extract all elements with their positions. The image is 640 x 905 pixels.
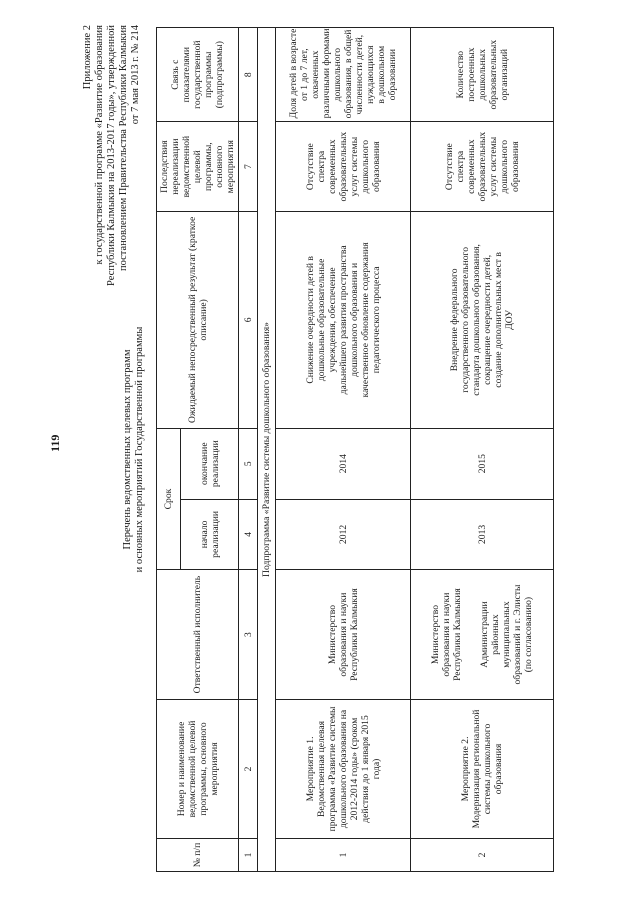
text-line: численности детей, — [354, 34, 365, 115]
column-numbers-row — [239, 28, 258, 872]
text-line: муниципальных — [501, 601, 512, 668]
text-line: дошкольные образовательные — [315, 258, 327, 382]
row-end: 2015 — [411, 428, 554, 499]
text-line: создание дополнительных мест в — [493, 252, 504, 388]
column-number: 7 — [239, 122, 258, 212]
appendix-line: Республики Калмыкия на 2013-2017 годы», утвержденной — [106, 25, 117, 286]
text-line: Администрации — [479, 601, 490, 668]
text-line: качественное обновление содержания — [359, 242, 371, 398]
row-executor — [411, 570, 554, 700]
appendix-line: от 7 мая 2013 г. № 214 — [130, 25, 141, 125]
text-line: дошкольного образования и — [348, 262, 360, 377]
text-line: дошкольного — [332, 47, 343, 102]
title-line: и основных мероприятий Государственной программы — [134, 326, 145, 573]
text-line: современных — [326, 139, 338, 194]
text-line: спектра — [454, 150, 466, 183]
text-line: образования — [509, 141, 521, 192]
text-line: образовательных — [337, 131, 349, 202]
text-line: стандарта дошкольного образования, — [471, 244, 482, 396]
text-line: Министерство — [430, 605, 441, 665]
text-line: образования и науки — [441, 592, 452, 677]
text-line: образований и г. Элисты — [512, 584, 523, 685]
text-line: Внедрение федерального — [449, 268, 460, 372]
header-start: начало реализации — [181, 499, 239, 570]
table-title — [122, 19, 146, 880]
row-link — [411, 28, 554, 122]
text-line: ДОУ — [504, 310, 515, 330]
column-number: 8 — [239, 28, 258, 122]
text-line: нуждающихся — [365, 45, 376, 104]
text-line: Республики Калмыкия — [348, 588, 360, 681]
row-consequences — [276, 122, 411, 212]
header-end: окончание реализации — [181, 428, 239, 499]
row-start: 2012 — [276, 499, 411, 570]
header-row — [157, 28, 181, 872]
header-executor: Ответственный исполнитель — [157, 570, 239, 700]
table-row — [411, 28, 554, 872]
text-line: различными формами — [321, 28, 332, 119]
text-line: дальнейшего развития пространства — [337, 245, 349, 395]
row-num: 2 — [411, 839, 554, 872]
text-line: в дошкольном — [376, 45, 387, 104]
text-line: образовании — [387, 49, 398, 101]
row-executor — [276, 570, 411, 700]
text-line: современных — [465, 139, 477, 194]
text-line: Снижение очередности детей в — [304, 256, 316, 384]
text-line: образования, в общей — [343, 29, 354, 119]
text-line: Количество — [454, 50, 466, 99]
row-start: 2013 — [411, 499, 554, 570]
text-line: действия до 1 января 2015 — [359, 715, 371, 823]
row-name — [276, 699, 411, 838]
column-number: 2 — [239, 699, 258, 838]
column-number: 1 — [239, 839, 258, 872]
text-line: образовательных — [476, 131, 488, 202]
text-line: от 1 до 7 лет, — [299, 48, 310, 101]
text-line: организаций — [498, 48, 510, 101]
header-result: Ожидаемый непосредственный результат (краткое описание) — [157, 211, 239, 428]
text-line: дошкольного образования на — [337, 709, 349, 829]
row-consequences — [411, 122, 554, 212]
text-line: государственного образовательного — [460, 246, 471, 393]
appendix-line: постановлением Правительства Республики Калмыкия — [118, 25, 129, 272]
text-line: образования и науки — [337, 592, 349, 677]
text-line: сокращение очередности детей, — [482, 254, 493, 385]
table-row — [276, 28, 411, 872]
text-line: программа «Развитие системы — [326, 706, 338, 832]
executor-spacer — [463, 573, 479, 696]
header-name: Номер и наименование ведомственной целевой программы, основного мероприятия — [157, 699, 239, 838]
text-line: дошкольного — [498, 139, 510, 194]
appendix-line: Приложение 2 — [82, 25, 93, 90]
column-number: 5 — [239, 428, 258, 499]
text-line: (по согласованию) — [523, 596, 534, 673]
text-line: услуг системы — [348, 136, 360, 197]
text-line: услуг системы — [487, 136, 499, 197]
text-line: спектра — [315, 150, 327, 183]
text-line: Министерство — [326, 605, 338, 665]
row-name — [411, 699, 554, 838]
row-result — [411, 211, 554, 428]
subprogram-row — [258, 28, 276, 872]
text-line: Отсутствие — [304, 143, 316, 191]
text-line: учреждения, обеспечение — [326, 267, 338, 373]
text-line: года) — [370, 758, 382, 780]
row-result — [276, 211, 411, 428]
header-link: Связь с показателями государственной программы (подпрограммы) — [157, 28, 239, 122]
text-line: Мероприятие 2. — [460, 736, 471, 802]
header-period: Срок — [157, 428, 181, 569]
column-number: 6 — [239, 211, 258, 428]
text-line: Мероприятие 1. — [304, 736, 316, 802]
text-line: Отсутствие — [443, 143, 455, 191]
text-line: системы дошкольного — [482, 723, 493, 815]
subprogram-title: Подпрограмма «Развитие системы дошкольного образования» — [258, 28, 276, 872]
text-line: районных — [490, 614, 501, 655]
appendix-line: к государственной программе «Развитие образования — [94, 25, 105, 265]
text-line: Республики Калмыкия — [452, 588, 463, 681]
text-line: образования — [370, 141, 382, 192]
row-link — [276, 28, 411, 122]
text-line: дошкольных — [476, 48, 488, 101]
text-line: дошкольного — [359, 139, 371, 194]
text-line: 2012-2014 годы» (сроком — [348, 717, 360, 821]
text-line: Модернизация региональной — [471, 709, 482, 829]
page-number: 119 — [48, 434, 62, 452]
title-line: Перечень ведомственных целевых программ — [122, 349, 133, 550]
row-num: 1 — [276, 839, 411, 872]
programs-table — [156, 27, 554, 872]
rotated-page-content — [68, 19, 593, 880]
row-end: 2014 — [276, 428, 411, 499]
text-line: Ведомственная целевая — [315, 720, 327, 818]
header-consequences: Последствия нереализации ведомственной целевой программы, основного мероприятия — [157, 122, 239, 212]
column-number: 4 — [239, 499, 258, 570]
text-line: образовательных — [487, 39, 499, 110]
header-num: № п/п — [157, 839, 239, 872]
text-line: Доля детей в возрасте — [288, 28, 299, 119]
text-line: построенных — [465, 47, 477, 102]
text-line: педагогического процесса — [370, 266, 382, 374]
column-number: 3 — [239, 570, 258, 700]
text-line: образования — [493, 743, 504, 795]
text-line: охваченных — [310, 50, 321, 99]
